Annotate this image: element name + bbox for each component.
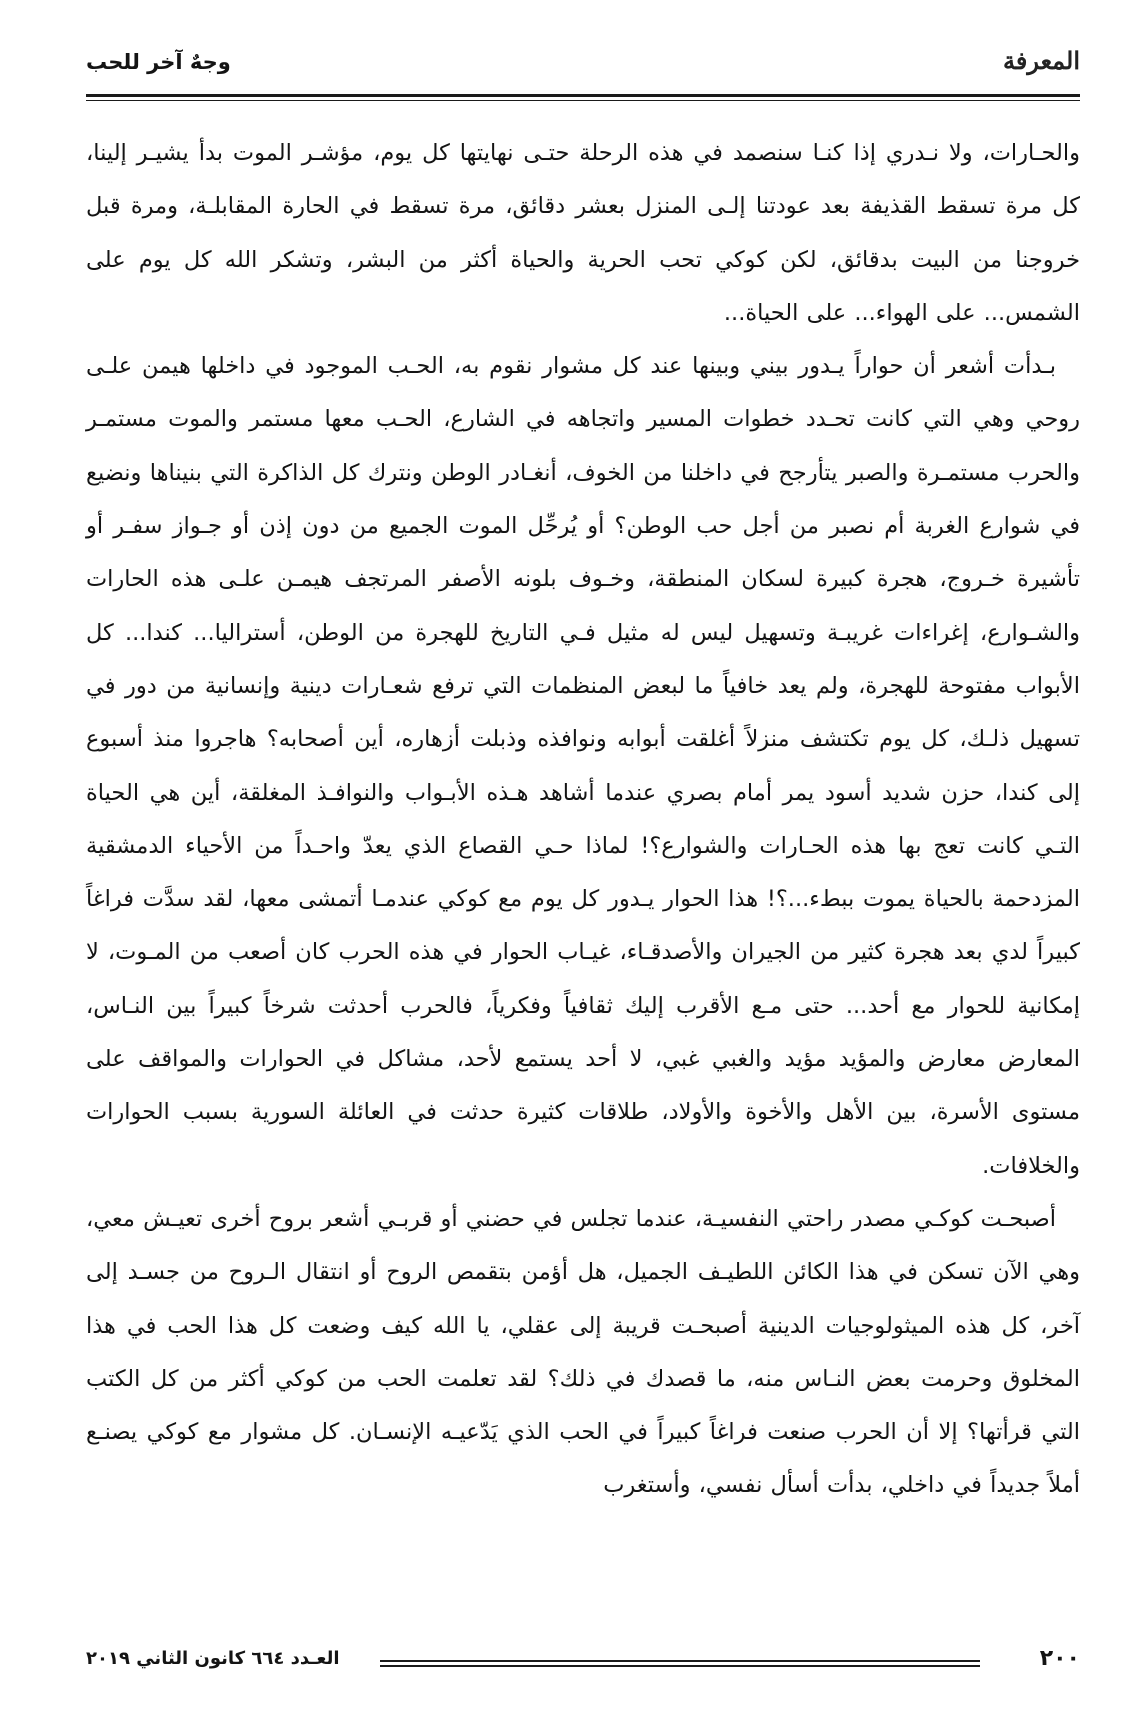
header-divider bbox=[86, 94, 1080, 97]
issue-info: العـدد ٦٦٤ كانون الثاني ٢٠١٩ bbox=[86, 1648, 340, 1669]
header-divider-thin bbox=[86, 100, 1080, 101]
page-number: ٢٠٠ bbox=[1039, 1646, 1080, 1671]
article-title: وجهٌ آخر للحب bbox=[86, 50, 231, 74]
article-body bbox=[86, 127, 1080, 1513]
paragraph-1: والحـارات، ولا نـدري إذا كنـا سنصمد في هذه الرحلة حتـى نهايتها كل يوم، مؤشـر الموت بدأ يشيـر إلينا، كل مرة تسقط القذيفة بعد عودتنا إلـى المنزل بعشر دقائق، مرة تسقط في الحارة المقابلـة، ومرة قبل خروجنا من البيت بدقائق، لكن كوكي تحب الحرية والحياة أكثر من البشر، وتشكر الله كل يوم على الشمس... على الهواء... على الحياة... bbox=[86, 140, 1080, 326]
paragraph-2: بـدأت أشعر أن حواراً يـدور بيني وبينها عند كل مشوار نقوم به، الحـب الموجود في داخلها هيمن علـى روحي وهي التي كانت تحـدد خطوات المسير واتجاهه في الشارع، الحـب معها مستمر والموت مستمـر والحرب مستمـرة والصبر يتأرجح في داخلنا من الخوف، أنغـادر الوطن ونترك كل الذاكرة التي بنيناها ونضيع في شوارع الغربة أم نصبر من أجل حب الوطن؟ أو يُرحِّل الموت الجميع من دون إذن أو جـواز سفـر أو تأشيرة خـروج، هجرة كبيرة لسكان المنطقة، وخـوف بلونه الأصفر المرتجف هيمـن علـى هذه الحارات والشـوارع، إغراءات غريبـة وتسهيل ليس له مثيل فـي التاريخ للهجرة من الوطن، أستراليا... كندا... كل الأبواب مفتوحة للهجرة، ولم يعد خافياً ما لبعض المنظمات التي ترفع شعـارات دينية وإنسانية من دور في تسهيل ذلـك، كل يوم تكتشف منزلاً أغلقت أبوابه ونوافذه وذبلت أزهاره، أين أصحابه؟ هاجروا منذ أسبوع إلى كندا، حزن شديد أسود يمر أمام بصري عندما أشاهد هـذه الأبـواب والنوافـذ المغلقة، أين هي الحياة التـي كانت تعج بها هذه الحـارات والشوارع؟! لماذا حـي القصاع الذي يعدّ واحـداً من الأحياء الدمشقية المزدحمة بالحياة يموت ببطء...؟! هذا الحوار يـدور كل يوم مع كوكي عندمـا أتمشى معها، لقد سدَّت فراغاً كبيراً لدي بعد هجرة كثير من الجيران والأصدقـاء، غيـاب الحوار في هذه الحرب كان أصعب من المـوت، لا إمكانية للحوار مع أحد... حتى مـع الأقرب إليك ثقافياً وفكرياً، فالحرب أحدثت شرخاً كبيراً بين النـاس، المعارض معارض والمؤيد مؤيد والغبي غبي، لا أحد يستمع لأحد، مشاكل في الحوارات والمواقف على مستوى الأسرة، بين الأهل والأخوة والأولاد، طلاقات كثيرة حدثت في العائلة السورية بسبب الحوارات والخلافات. bbox=[86, 353, 1080, 1179]
page-header bbox=[86, 44, 1080, 84]
magazine-logo: المعرفة bbox=[1002, 46, 1080, 75]
page-footer bbox=[86, 1646, 1080, 1686]
paragraph-3: أصبحـت كوكـي مصدر راحتي النفسيـة، عندما تجلس في حضني أو قربـي أشعر بروح أخرى تعيـش معي، وهي الآن تسكن في هذا الكائن اللطيـف الجميل، هل أؤمن بتقمص الروح أو انتقال الـروح من جسـد إلى آخر، كل هذه الميثولوجيات الدينية أصبحـت قريبة إلى عقلي، يا الله كيف وضعت كل هذا الحب في هذا المخلوق وحرمت بعض النـاس منه، ما قصدك في ذلك؟ لقد تعلمت الحب من كوكي أكثر من كل الكتب التي قرأتها؟ إلا أن الحرب صنعت فراغاً كبيراً في الحب الذي يَدّعيـه الإنسـان. كل مشوار مع كوكي يصنـع أملاً جديداً في داخلي، بدأت أسأل نفسي، وأستغرب bbox=[86, 1205, 1080, 1499]
